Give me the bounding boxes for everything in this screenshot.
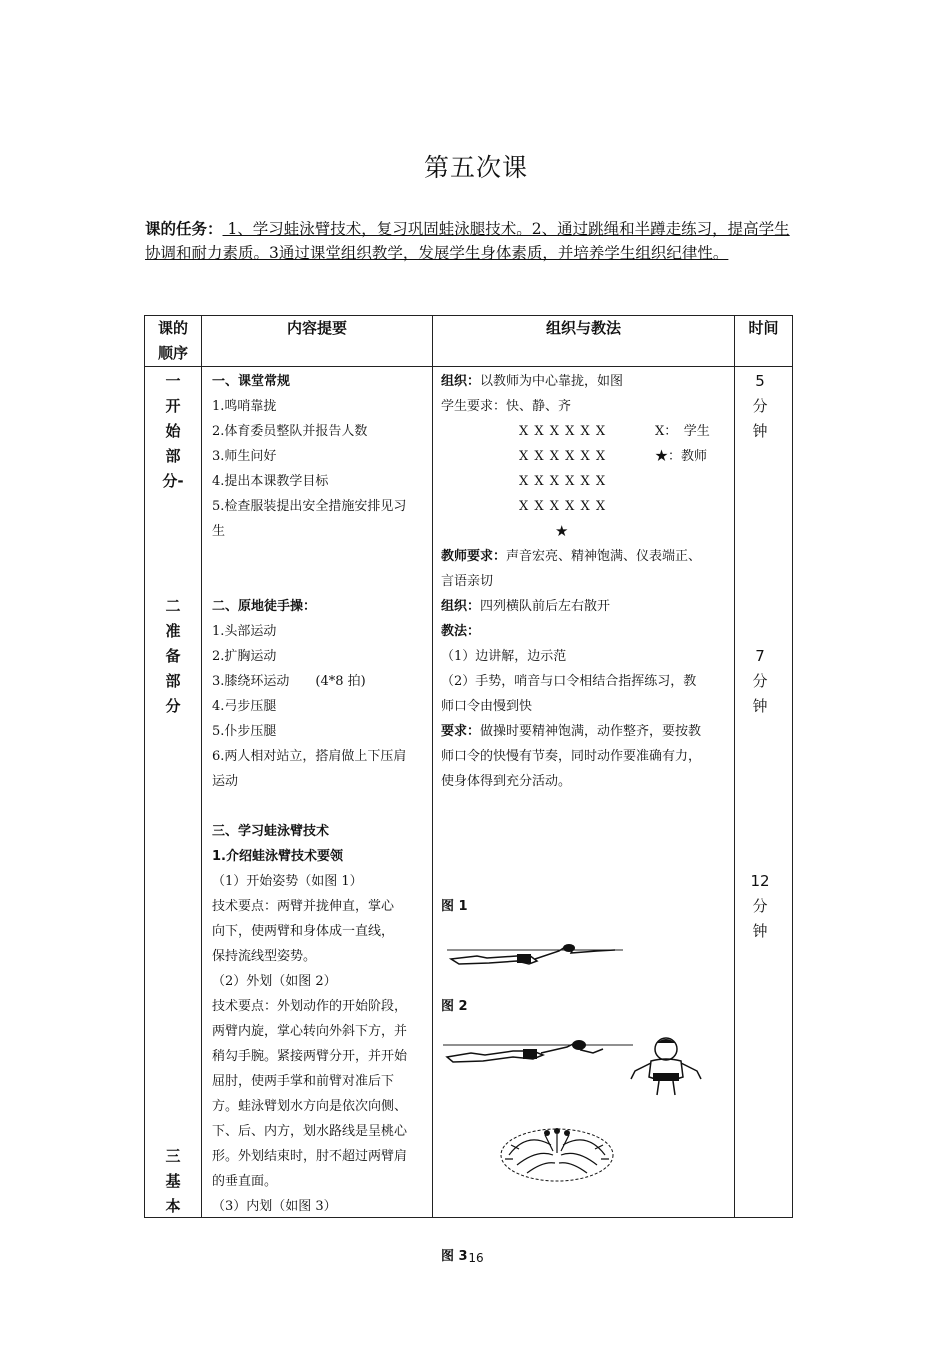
section3-subtitle: 1.介绍蛙泳臂技术要领 <box>212 849 343 864</box>
header-time: 时间 <box>735 316 793 367</box>
section1-item: 4.提出本课教学目标 <box>212 474 329 489</box>
seq-cell <box>145 367 202 1218</box>
task-label: 课的任务： <box>145 220 223 238</box>
header-seq-line2: 顺序 <box>157 344 188 362</box>
seq-part2-2: 备 <box>165 647 181 665</box>
time-part3-unit: 分 <box>752 897 768 915</box>
section2-item: 2.扩胸运动 <box>212 649 277 664</box>
legend-student: X： 学生 <box>655 424 710 439</box>
time-cell <box>735 367 793 1218</box>
seq-part1-1: 开 <box>165 397 181 415</box>
teach-line: （1）边讲解，边示范 <box>441 649 567 664</box>
section1-item: 生 <box>212 524 226 539</box>
time-part3-unit: 钟 <box>752 922 768 940</box>
seq-part2-3: 部 <box>165 672 181 690</box>
teach-line: 师口令由慢到快 <box>441 699 533 714</box>
req2-line: 师口令的快慢有节奏，同时动作要准确有力， <box>441 749 702 764</box>
seq-part2-4: 分 <box>165 697 181 715</box>
header-method: 组织与教法 <box>433 316 735 367</box>
figure3-label: 图 3 <box>441 1249 468 1264</box>
section3-line: 稍勾手腕。紧接两臂分开，并开始 <box>212 1049 408 1064</box>
org2-label: 组织： <box>441 599 481 614</box>
section3-line: 的垂直面。 <box>212 1174 278 1189</box>
seq-part1-3: 部 <box>165 447 181 465</box>
lesson-task <box>145 217 793 265</box>
seq-part1-0: 一 <box>165 372 181 390</box>
section3-title: 三、学习蛙泳臂技术 <box>212 824 330 839</box>
seq-part3-0: 三 <box>165 1147 181 1165</box>
section2-item: 5.仆步压腿 <box>212 724 277 739</box>
section1-item: 5.检查服装提出安全措施安排见习 <box>212 499 407 514</box>
section1-item: 2.体育委员整队并报告人数 <box>212 424 368 439</box>
section2-item: 1.头部运动 <box>212 624 277 639</box>
formation-row: X X X X X X <box>519 449 607 464</box>
teach-method-label: 教法： <box>441 624 481 639</box>
section3-line: 方。蛙泳臂划水方向是依次向侧、 <box>212 1099 408 1114</box>
time-part3: 12 <box>750 872 770 890</box>
seq-part1-2: 始 <box>165 422 181 440</box>
task-text: 1、学习蛙泳臂技术，复习巩固蛙泳腿技术。2、通过跳绳和半蹲走练习，提高学生协调和耐力素质。3通过课堂组织教学，发展学生身体素质，并培养学生组织纪律性。 <box>145 220 790 262</box>
section3-line: 下、后、内方，划水路线是呈桃心 <box>212 1124 408 1139</box>
swimmer-outsweep-front-illustration <box>629 1035 703 1099</box>
org1-label: 组织： <box>441 374 481 389</box>
page-number: 16 <box>468 1251 484 1265</box>
formation-row: X X X X X X <box>519 424 607 439</box>
section3-line: 技术要点：外划动作的开始阶段， <box>212 999 408 1014</box>
figure1-label: 图 1 <box>441 899 468 914</box>
section3-line: 屈肘，使两手掌和前臂对准后下 <box>212 1074 395 1089</box>
req2-label: 要求： <box>441 724 481 739</box>
header-seq-line1: 课的 <box>157 319 188 337</box>
teacher-star-icon: ★ <box>555 522 569 540</box>
figure2-label: 图 2 <box>441 999 468 1014</box>
seq-part1-4: 分- <box>162 472 184 490</box>
section3-line: （1）开始姿势（如图 1） <box>212 874 363 889</box>
teacher-requirement-cont: 言语亲切 <box>441 574 494 589</box>
teacher-req-label: 教师要求： <box>441 549 507 564</box>
time-part2-unit: 分 <box>752 672 768 690</box>
content-cell <box>202 367 433 1218</box>
section1-item: 3.师生问好 <box>212 449 277 464</box>
header-seq <box>145 316 202 367</box>
swimmer-outsweep-side-illustration <box>443 1035 633 1069</box>
seq-part3-1: 基 <box>165 1172 181 1190</box>
org2-text: 四列横队前后左右散开 <box>480 599 611 614</box>
section3-line: 向下，使两臂和身体成一直线， <box>212 924 395 939</box>
time-part2-unit: 钟 <box>752 697 768 715</box>
section3-line: 两臂内旋，掌心转向外斜下方，并 <box>212 1024 408 1039</box>
section3-line: （3）内划（如图 3） <box>212 1199 337 1214</box>
req2-text: 做操时要精神饱满，动作整齐，要按教 <box>480 724 702 739</box>
teacher-requirement <box>441 544 701 569</box>
section1-item: 1.鸣哨靠拢 <box>212 399 277 414</box>
section2-item: 3.膝绕环运动 (4*8 拍) <box>212 674 366 689</box>
seq-part3-2: 本 <box>165 1197 181 1215</box>
section2-item: 6.两人相对站立，搭肩做上下压肩 <box>212 749 407 764</box>
student-requirement: 学生要求：快、静、齐 <box>441 399 572 414</box>
org1 <box>441 369 623 394</box>
teacher-req-text: 声音宏亮、精神饱满、仪表端正、 <box>506 549 702 564</box>
time-part1: 5 <box>755 372 765 390</box>
time-part1-unit: 分 <box>752 397 768 415</box>
legend-teacher: ★：教师 <box>655 449 708 464</box>
table-header-row <box>145 316 793 367</box>
arm-stroke-path-illustration <box>497 1125 617 1183</box>
section3-line: 形。外划结束时，肘不超过两臂肩 <box>212 1149 408 1164</box>
org1-text: 以教师为中心靠拢，如图 <box>480 374 624 389</box>
req2-line: 使身体得到充分活动。 <box>441 774 572 789</box>
time-part1-unit: 钟 <box>752 422 768 440</box>
formation-row: X X X X X X <box>519 499 607 514</box>
header-content: 内容提要 <box>202 316 433 367</box>
org2 <box>441 594 610 619</box>
section1-title: 一、课堂常规 <box>212 374 291 389</box>
swimmer-glide-illustration <box>447 937 623 973</box>
formation-row: X X X X X X <box>519 474 607 489</box>
section2-title: 二、原地徒手操： <box>212 599 317 614</box>
seq-part2-1: 准 <box>165 622 181 640</box>
section2-item: 运动 <box>212 774 239 789</box>
section3-line: （2）外划（如图 2） <box>212 974 337 989</box>
seq-part2-0: 二 <box>165 597 181 615</box>
section2-item: 4.弓步压腿 <box>212 699 277 714</box>
time-part2: 7 <box>755 647 765 665</box>
teach-line: （2）手势，哨音与口令相结合指挥练习，教 <box>441 674 697 689</box>
section3-line: 技术要点：两臂并拢伸直，掌心 <box>212 899 395 914</box>
table-body-row <box>145 367 793 1218</box>
section3-line: 保持流线型姿势。 <box>212 949 317 964</box>
page-title: 第五次课 <box>423 153 528 182</box>
req2 <box>441 719 701 744</box>
